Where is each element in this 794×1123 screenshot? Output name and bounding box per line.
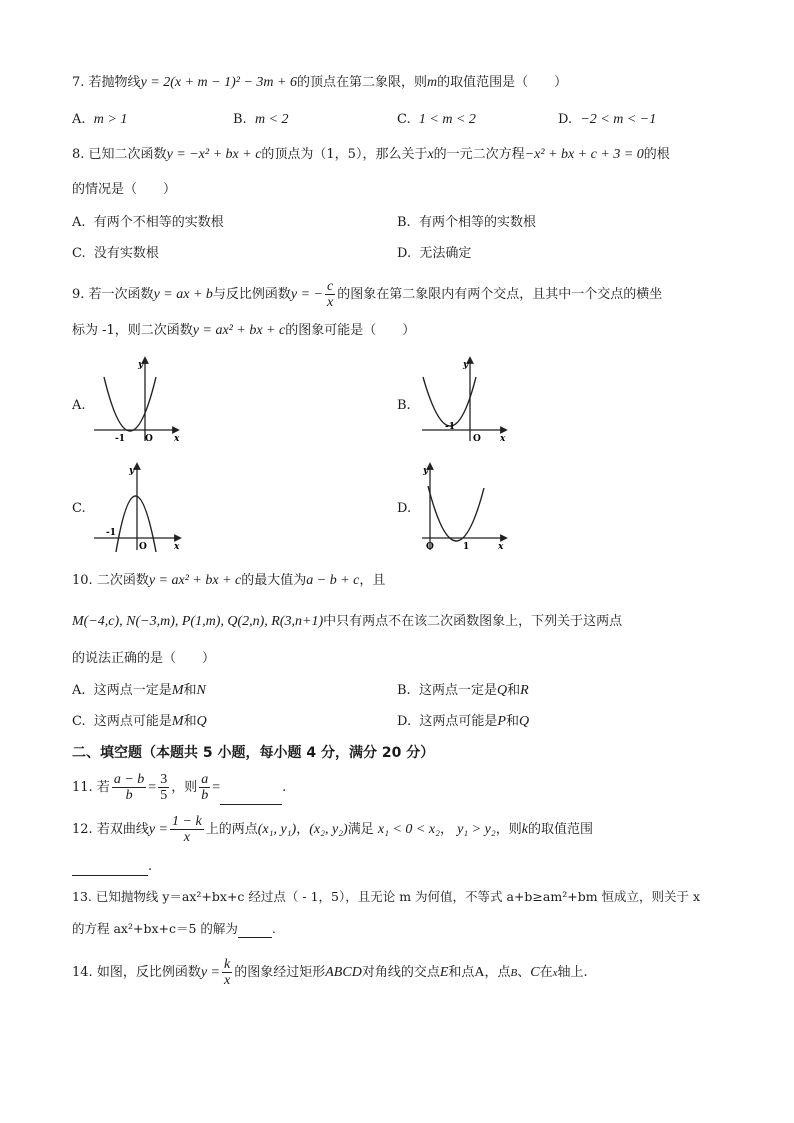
parabola bbox=[104, 377, 156, 431]
q7-number: 7. bbox=[72, 75, 85, 90]
graph-a[interactable] bbox=[90, 355, 185, 445]
q12-stem: 12. 若双曲线y = $\frac{1 - k}{x}$ 上的两点(x₁, y₁)，(x₂, y₂)满足 x₁ < 0 < x₂， y₁ > y₂，则k的取值范围 bbox=[72, 814, 593, 845]
q12-answer-line: . bbox=[72, 858, 152, 876]
q10-option-b[interactable]: B. 这两点一定是Q和R bbox=[397, 683, 529, 698]
q7-text-mid: 的顶点在第二象限，则 bbox=[296, 75, 427, 90]
origin-label: O bbox=[473, 434, 481, 444]
y-label: y bbox=[129, 466, 135, 476]
parabola bbox=[428, 486, 484, 541]
q13-answer-blank[interactable] bbox=[238, 923, 272, 938]
q13-stem-line2: 的方程 ax²+bx+c＝5 的解为 . bbox=[72, 921, 276, 936]
q7-option-a[interactable]: A. m > 1 bbox=[72, 112, 128, 127]
q9-option-a-label[interactable]: A. bbox=[72, 398, 86, 413]
q9-option-b-label[interactable]: B. bbox=[397, 398, 411, 413]
graph-b[interactable] bbox=[418, 355, 513, 445]
q14-fraction: $\frac{k}{x}$ bbox=[224, 957, 231, 988]
q9-stem-line2: 标为 -1，则二次函数y = ax² + bx + c的图象可能是（ ） bbox=[72, 323, 416, 338]
q7-option-b[interactable]: B. m < 2 bbox=[233, 112, 289, 127]
y-label: y bbox=[423, 466, 429, 476]
q8-option-d[interactable]: D. 无法确定 bbox=[397, 246, 472, 261]
x-label: x bbox=[174, 434, 180, 444]
x-label: x bbox=[498, 542, 504, 552]
neg-one-label: -1 bbox=[445, 422, 455, 432]
q14-stem: 14. 如图，反比例函数y = $\frac{k}{x}$ 的图象经过矩形ABCD对角线的交点E和点A，点B、C在x轴上. bbox=[72, 957, 588, 988]
origin-label: O bbox=[139, 542, 147, 552]
q8-stem-line2: 的情况是（ ） bbox=[72, 182, 177, 197]
q11-fraction-3: $\frac{a}{b}$ bbox=[201, 772, 209, 803]
one-label: 1 bbox=[463, 542, 470, 552]
origin-label: O bbox=[145, 434, 153, 444]
section-heading: 二、填空题（本题共 5 小题，每小题 4 分，满分 20 分） bbox=[72, 745, 435, 761]
q7-option-c[interactable]: C. 1 < m < 2 bbox=[397, 112, 476, 127]
neg-one-label: -1 bbox=[106, 528, 116, 538]
q12-fraction: $\frac{1 - k}{x}$ bbox=[172, 814, 202, 845]
q11-fraction-2: $\frac{3}{5}$ bbox=[160, 772, 168, 803]
q7-text-post: 的取值范围是（ ） bbox=[437, 75, 568, 90]
q9-option-d-label[interactable]: D. bbox=[397, 501, 412, 516]
q10-option-d[interactable]: D. 这两点可能是P和Q bbox=[397, 714, 530, 729]
q10-points-line: M(−4,c), N(−3,m), P(1,m), Q(2,n), R(3,n+1)中只有两点不在该二次函数图象上，下列关于这两点 bbox=[72, 614, 623, 629]
q10-option-c[interactable]: C. 这两点可能是M和Q bbox=[72, 714, 207, 729]
q13-stem: 13. 已知抛物线 y＝ax²+bx+c 经过点（ - 1，5），且无论 m 为何值，不等式 a+b≥am²+bm 恒成立，则关于 x bbox=[72, 889, 701, 904]
q11-fraction-1: $\frac{a - b}{b}$ bbox=[113, 772, 145, 803]
q8-option-a[interactable]: A. 有两个不相等的实数根 bbox=[72, 215, 224, 230]
graph-c[interactable] bbox=[90, 460, 185, 555]
q10-stem: 10. 二次函数y = ax² + bx + c的最大值为a − b + c，且 bbox=[72, 573, 386, 588]
q8-option-b[interactable]: B. 有两个相等的实数根 bbox=[397, 215, 536, 230]
q7-text: 若抛物线 bbox=[88, 75, 141, 90]
q10-points: M(−4,c), N(−3,m), P(1,m), Q(2,n), R(3,n+1) bbox=[72, 614, 324, 629]
y-label: y bbox=[138, 360, 144, 370]
q7-stem bbox=[72, 74, 567, 92]
x-label: x bbox=[500, 434, 506, 444]
q7-formula: y = 2(x + m − 1)² − 3m + 6 bbox=[140, 75, 297, 90]
parabola bbox=[423, 377, 476, 426]
x-label: x bbox=[174, 542, 180, 552]
q10-stem-line3: 的说法正确的是（ ） bbox=[72, 651, 216, 666]
graph-d[interactable] bbox=[418, 460, 513, 555]
q11-answer-blank[interactable] bbox=[220, 790, 282, 805]
neg-one-label: -1 bbox=[115, 434, 125, 444]
origin-label: O bbox=[426, 542, 434, 552]
q7-option-d[interactable]: D. −2 < m < −1 bbox=[558, 112, 657, 127]
parabola bbox=[116, 496, 156, 552]
q8-stem: 8. 已知二次函数y = −x² + bx + c的顶点为（1，5），那么关于x的一元二次方程−x² + bx + c + 3 = 0的根 bbox=[72, 147, 670, 162]
q12-answer-blank[interactable] bbox=[72, 861, 148, 876]
q11-stem: 11. 若 $\frac{a - b}{b}$ = $\frac{3}{5}$ ，则 $\frac{a}{b}$ = . bbox=[72, 772, 287, 803]
q9-stem: 9. 若一次函数y = ax + b与反比例函数y = − $\frac{c}{x}$ 的图象在第二象限内有两个交点，且其中一个交点的横坐 bbox=[72, 279, 663, 310]
q10-option-a[interactable]: A. 这两点一定是M和N bbox=[72, 683, 206, 698]
y-label: y bbox=[463, 360, 469, 370]
q9-option-c-label[interactable]: C. bbox=[72, 501, 86, 516]
q8-option-c[interactable]: C. 没有实数根 bbox=[72, 246, 159, 261]
q7-var: m bbox=[426, 75, 438, 90]
q9-fraction: $\frac{c}{x}$ bbox=[327, 279, 334, 310]
